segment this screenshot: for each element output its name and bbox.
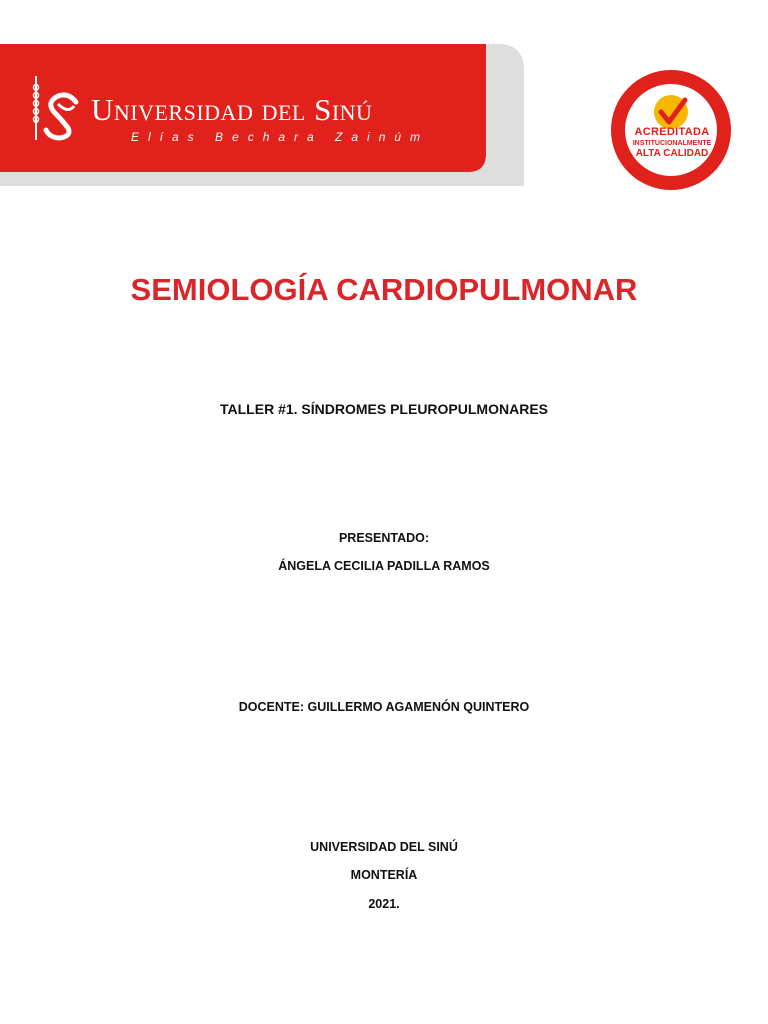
seal-line3-text: ALTA CALIDAD (635, 148, 709, 159)
university-name: Universidad del Sinú (91, 92, 373, 127)
footer-city: MONTERÍA (350, 868, 418, 882)
document-subtitle: TALLER #1. SÍNDROMES PLEUROPULMONARES (220, 401, 548, 417)
seal-line2-text: INSTITUCIONALMENTE (632, 140, 712, 147)
seal-main-text: ACREDITADA (634, 126, 710, 138)
document-title: SEMIOLOGÍA CARDIOPULMONAR (130, 272, 638, 307)
university-logo-icon (28, 74, 84, 144)
presented-label: PRESENTADO: (338, 531, 430, 545)
teacher-line: DOCENTE: GUILLERMO AGAMENÓN QUINTERO (238, 700, 530, 714)
footer-university: UNIVERSIDAD DEL SINÚ (310, 840, 458, 854)
university-subtitle: Elías Bechara Zainúm (131, 130, 430, 144)
footer-year: 2021. (368, 897, 400, 911)
presented-name: ÁNGELA CECILIA PADILLA RAMOS (278, 559, 490, 573)
